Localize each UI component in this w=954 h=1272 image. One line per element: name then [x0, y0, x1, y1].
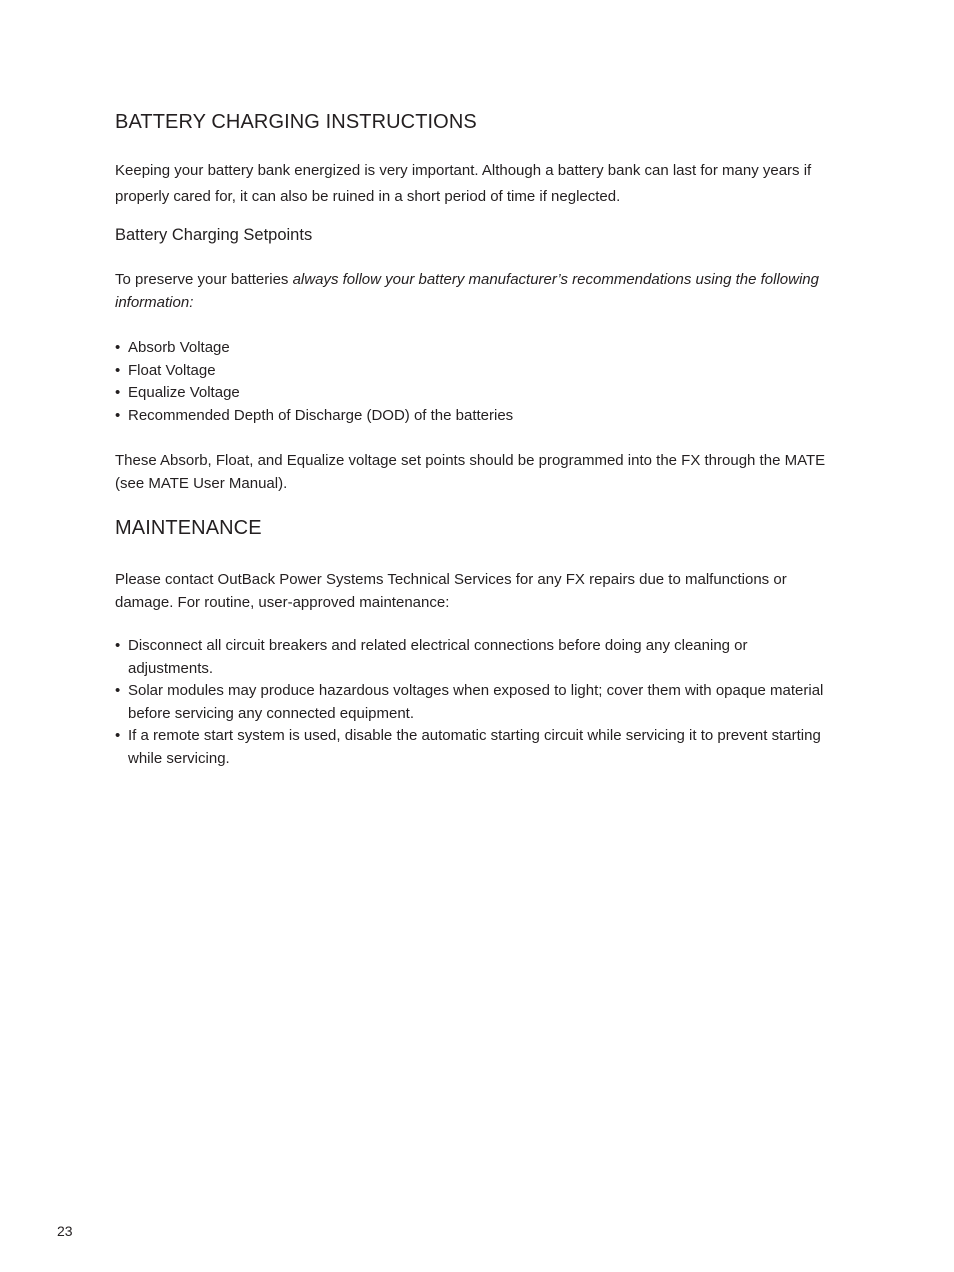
battery-charging-intro: Keeping your battery bank energized is very important. Although a battery bank can last for many years if properly cared for, it can also be ruined in a short period of time if neglected. — [115, 162, 812, 205]
list-item: • Solar modules may produce hazardous voltages when exposed to light; cover them with opaque material before servicing any connected equipment. — [115, 682, 824, 722]
maintenance-intro: Please contact OutBack Power Systems Technical Services for any FX repairs due to malfunctions or damage. For routine, user-approved maintenance: — [115, 571, 787, 611]
maintenance-list — [115, 635, 827, 770]
setpoints-intro-plain: To preserve your batteries — [115, 271, 293, 288]
bullet-icon: • — [115, 361, 121, 379]
maintenance-heading: MAINTENANCE — [115, 517, 262, 539]
bullet-icon: • — [115, 637, 121, 654]
bullet-icon: • — [115, 682, 121, 699]
list-item: • Equalize Voltage — [115, 382, 827, 405]
page-number: 23 — [57, 1223, 73, 1239]
list-item: • Disconnect all circuit breakers and related electrical connections before doing any cleaning or adjustments. — [115, 637, 748, 677]
list-item: • Recommended Depth of Discharge (DOD) of the batteries — [115, 405, 827, 428]
list-item: • Absorb Voltage — [115, 337, 827, 360]
setpoints-list — [115, 337, 827, 427]
bullet-icon: • — [115, 339, 121, 356]
bullet-icon: • — [115, 384, 121, 401]
list-item: • If a remote start system is used, disable the automatic starting circuit while servicing it to prevent starting while servicing. — [115, 727, 821, 767]
setpoints-intro — [115, 268, 827, 314]
setpoints-intro-italic: always follow your battery manufacturer’s recommendations using the following information: — [115, 271, 819, 311]
setpoints-closing: These Absorb, Float, and Equalize voltage set points should be programmed into the FX through the MATE (see MATE User Manual). — [115, 452, 826, 492]
bullet-icon: • — [115, 406, 121, 424]
battery-charging-heading: BATTERY CHARGING INSTRUCTIONS — [115, 111, 477, 133]
list-item: • Float Voltage — [115, 360, 827, 383]
setpoints-heading: Battery Charging Setpoints — [115, 226, 313, 244]
bullet-icon: • — [115, 727, 121, 744]
